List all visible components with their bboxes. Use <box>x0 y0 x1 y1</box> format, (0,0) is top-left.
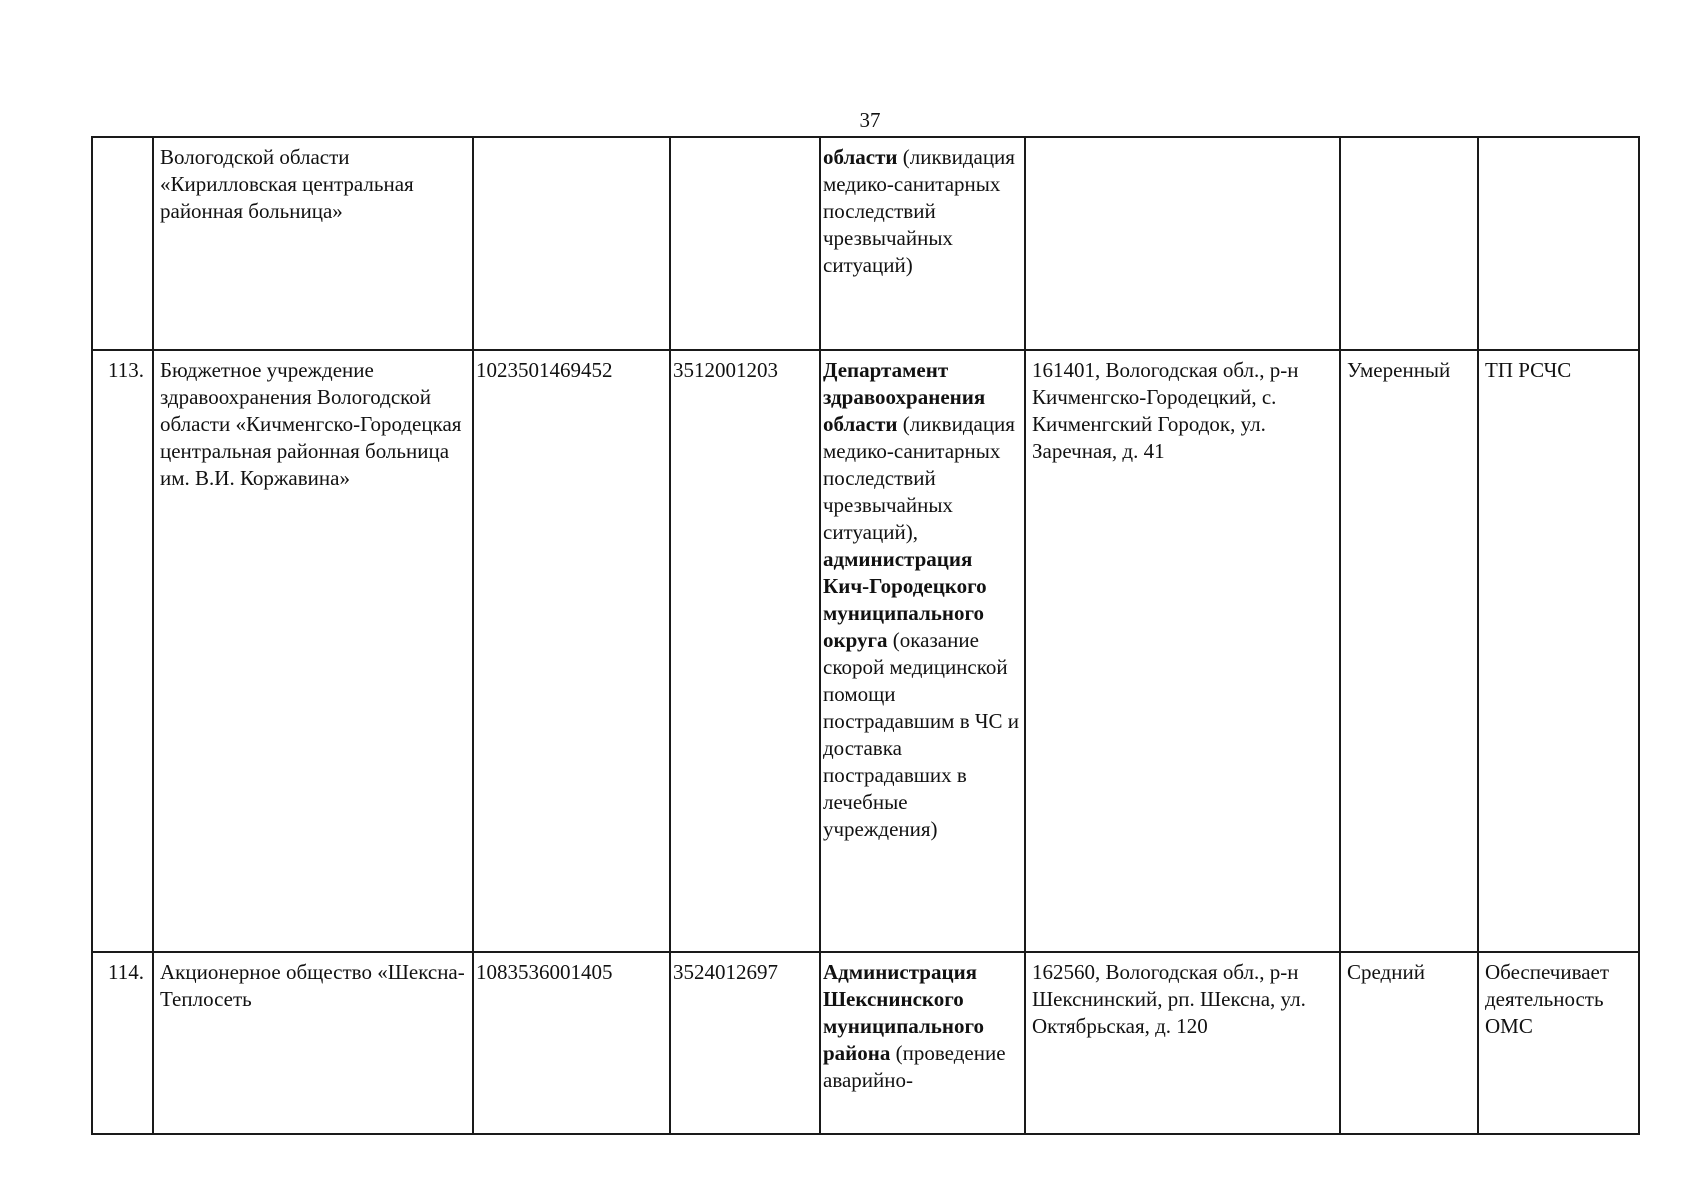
category-cell <box>1340 137 1478 350</box>
inn-cell: 3512001203 <box>670 350 820 952</box>
authority-part: администрация Кич-Городецкого муниципального округа <box>823 547 987 652</box>
address-cell: 162560, Вологодская обл., р-н Шекснинский, рп. Шексна, ул. Октябрьская, д. 120 <box>1025 952 1340 1134</box>
registry-table <box>91 136 1640 1135</box>
row-number-cell <box>92 137 153 350</box>
ogrn-cell <box>473 137 670 350</box>
authority-cell <box>820 952 1025 1134</box>
ogrn-cell: 1023501469452 <box>473 350 670 952</box>
note-cell: ТП РСЧС <box>1478 350 1639 952</box>
category-cell: Средний <box>1340 952 1478 1134</box>
ogrn-cell: 1083536001405 <box>473 952 670 1134</box>
authority-part: Администрация Шекснинского муниципального района <box>823 960 984 1065</box>
authority-part: (проведение аварийно- <box>823 1041 1006 1092</box>
authority-cell <box>820 137 1025 350</box>
table-row <box>92 350 1639 952</box>
organization-name-cell: Бюджетное учреждение здравоохранения Вологодской области «Кичменгско-Городецкая центральная районная больница им. В.И. Коржавина» <box>153 350 473 952</box>
authority-part: (ликвидация медико-санитарных последствий чрезвычайных ситуаций), <box>823 412 1015 544</box>
authority-part: Департамент здравоохранения области <box>823 358 986 436</box>
row-number-cell: 113. <box>92 350 153 952</box>
authority-part: области <box>823 145 898 169</box>
address-cell: 161401, Вологодская обл., р-н Кичменгско-Городецкий, с. Кичменгский Городок, ул. Заречная, д. 41 <box>1025 350 1340 952</box>
authority-part: (ликвидация медико-санитарных последствий чрезвычайных ситуаций) <box>823 145 1015 277</box>
table-row <box>92 952 1639 1134</box>
category-cell: Умеренный <box>1340 350 1478 952</box>
inn-cell: 3524012697 <box>670 952 820 1134</box>
authority-cell <box>820 350 1025 952</box>
organization-name-cell: Вологодской области «Кирилловская центральная районная больница» <box>153 137 473 350</box>
organization-name-cell: Акционерное общество «Шексна-Теплосеть <box>153 952 473 1134</box>
row-number-cell: 114. <box>92 952 153 1134</box>
inn-cell <box>670 137 820 350</box>
page-number: 37 <box>859 108 881 132</box>
table-row <box>92 137 1639 350</box>
authority-part: (оказание скорой медицинской помощи пострадавшим в ЧС и доставка пострадавших в лечебные учреждения) <box>823 628 1020 841</box>
note-cell <box>1478 137 1639 350</box>
note-cell: Обеспечивает деятельность ОМС <box>1478 952 1639 1134</box>
address-cell <box>1025 137 1340 350</box>
